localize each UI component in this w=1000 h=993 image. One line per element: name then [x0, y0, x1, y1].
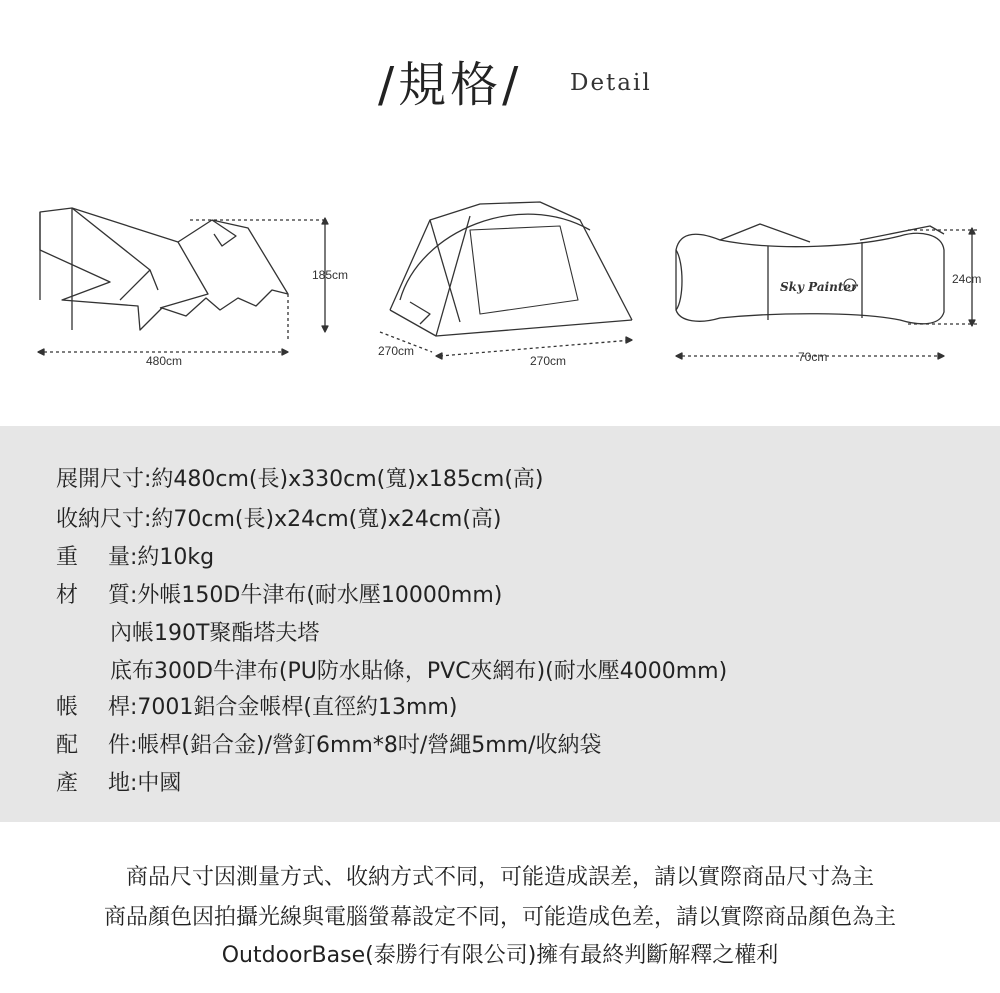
- spec-poles: [56, 690, 457, 721]
- spec-material-inner: [110, 616, 319, 647]
- spec-text: 內帳190T聚酯塔夫塔: [110, 621, 320, 646]
- spec-packed-size: [56, 502, 502, 533]
- spec-text: 地:中國: [108, 771, 182, 796]
- brand-logo: Sky Painter: [780, 280, 858, 294]
- spec-key: 產: [56, 771, 79, 796]
- dome-width-label: 270cm: [530, 354, 567, 368]
- note-color-disclaimer: 商品顏色因拍攝光線與電腦螢幕設定不同，可能造成色差，請以實際商品顏色為主: [103, 905, 896, 930]
- tarp-height-label: 185cm: [312, 268, 349, 282]
- dome-tent-drawing: [380, 202, 632, 359]
- spec-unfolded-size: [56, 462, 544, 493]
- spec-origin: [56, 766, 181, 797]
- bag-height-label: 24cm: [952, 272, 982, 286]
- page-title: /規格/: [378, 57, 523, 113]
- spec-text: 量:約10kg: [108, 545, 215, 570]
- spec-panel: [0, 426, 1000, 822]
- bag-length-label: 70cm: [798, 350, 828, 364]
- spec-accessories: [56, 728, 602, 759]
- spec-key: 配: [56, 733, 79, 758]
- spec-text: 展開尺寸:約480cm(長)x330cm(寬)x185cm(高): [56, 467, 544, 492]
- tarp-length-label: 480cm: [146, 354, 183, 368]
- note-size-disclaimer: 商品尺寸因測量方式、收納方式不同，可能造成誤差，請以實際商品尺寸為主: [125, 865, 874, 890]
- spec-material-floor: [110, 654, 727, 685]
- product-diagrams: [0, 190, 1000, 380]
- spec-text: 收納尺寸:約70cm(長)x24cm(寬)x24cm(高): [56, 507, 502, 532]
- spec-key: 材: [56, 583, 79, 608]
- dome-depth-label: 270cm: [378, 344, 415, 358]
- note-rights: OutdoorBase(泰勝行有限公司)擁有最終判斷解釋之權利: [221, 943, 779, 968]
- spec-weight: [56, 540, 214, 571]
- header: [0, 40, 1000, 120]
- spec-text: 質:外帳150D牛津布(耐水壓10000mm): [108, 583, 503, 608]
- tarp-tent-drawing: [38, 208, 328, 355]
- spec-material: [56, 578, 502, 609]
- page-subtitle: Detail: [570, 70, 652, 96]
- spec-text: 件:帳桿(鋁合金)/營釘6mm*8吋/營繩5mm/收納袋: [108, 733, 602, 758]
- spec-key: 重: [56, 545, 79, 570]
- spec-text: 底布300D牛津布(PU防水貼條，PVC夾網布)(耐水壓4000mm): [110, 659, 728, 684]
- spec-key: 帳: [56, 695, 79, 720]
- spec-text: 桿:7001鋁合金帳桿(直徑約13mm): [108, 695, 458, 720]
